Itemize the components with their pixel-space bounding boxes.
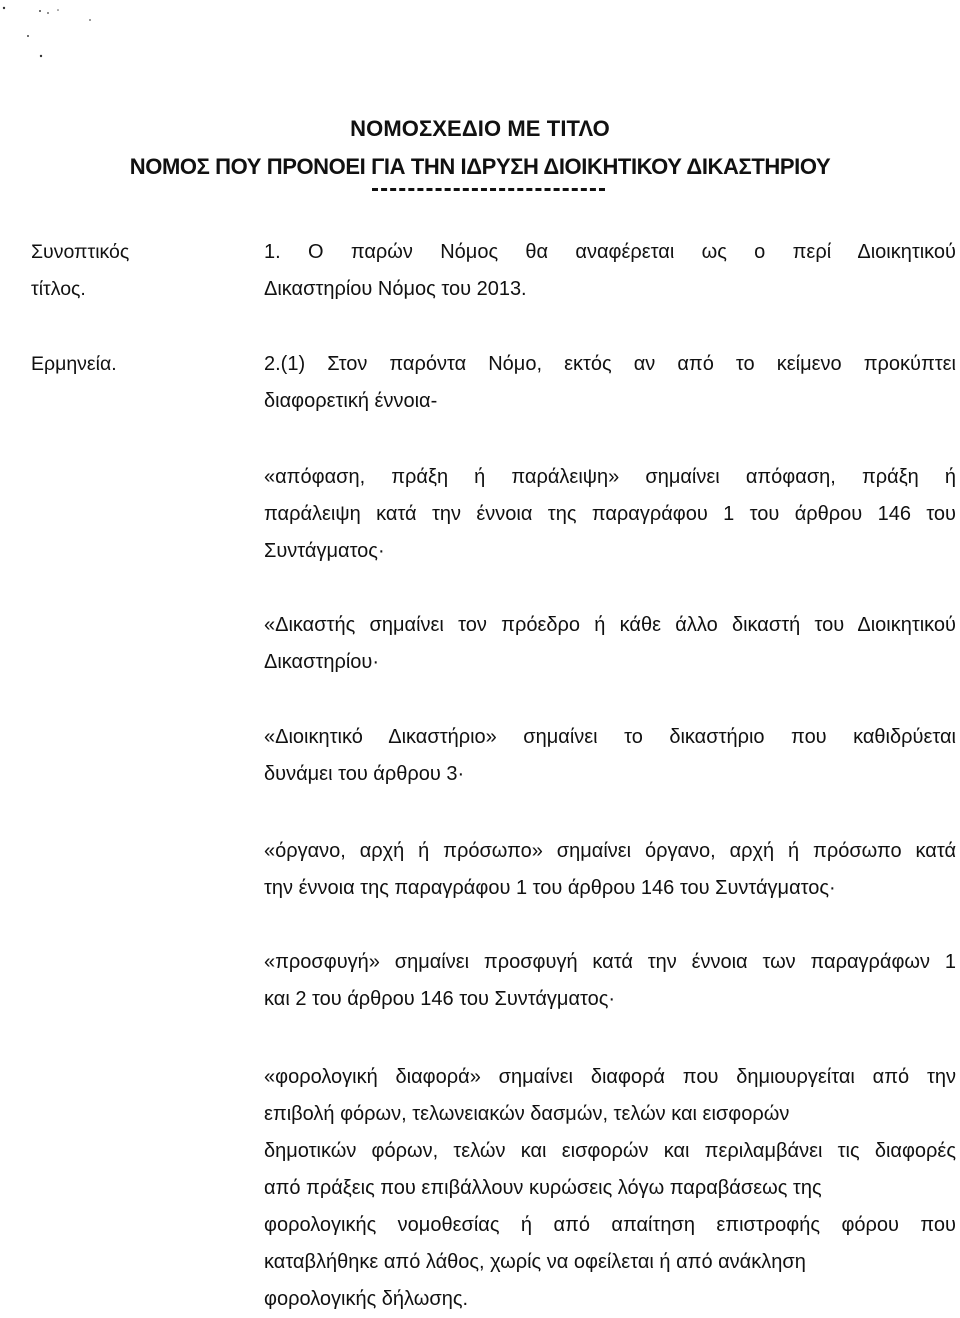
definition-recourse <box>264 944 956 1018</box>
definition-organ-authority-person <box>264 833 956 907</box>
title-divider <box>372 188 605 191</box>
definition-tax-dispute <box>264 1059 956 1318</box>
margin-note-line: Ερμηνεία. <box>31 353 117 375</box>
definition-line: «προσφυγή» σημαίνει προσφυγή κατά την έννοια των παραγράφων 1 <box>264 951 956 973</box>
definition-line: «Δικαστής σημαίνει τον πρόεδρο ή κάθε άλλο δικαστή του Διοικητικού <box>264 614 956 636</box>
definition-line: φορολογικής νομοθεσίας ή από απαίτηση επιστροφής φόρου που <box>264 1214 956 1236</box>
definition-line: Δικαστηρίου· <box>264 651 380 673</box>
document-title <box>0 110 960 191</box>
definition-line: επιβολή φόρων, τελωνειακών δασμών, τελών και εισφορών <box>264 1103 790 1125</box>
title-line-1: ΝΟΜΟΣΧΕΔΙΟ ΜΕ ΤΙΤΛΟ <box>350 116 610 141</box>
section-2 <box>264 346 956 420</box>
margin-note-line: Συνοπτικός <box>31 241 130 263</box>
section-1-line: Δικαστηρίου Νόμος του 2013. <box>264 278 527 300</box>
definition-line: Συντάγματος· <box>264 540 385 562</box>
definition-line: την έννοια της παραγράφου 1 του άρθρου 146 του Συντάγματος· <box>264 877 836 899</box>
definition-line: «Διοικητικό Δικαστήριο» σημαίνει το δικαστήριο που καθιδρύεται <box>264 726 956 748</box>
definition-line: καταβλήθηκε από λάθος, χωρίς να οφείλεται ή από ανάκληση <box>264 1251 806 1273</box>
section-2-line: διαφορετική έννοια- <box>264 390 438 412</box>
definition-line: και 2 του άρθρου 146 του Συντάγματος· <box>264 988 616 1010</box>
scan-specks <box>0 0 120 70</box>
definition-decision-act-omission <box>264 459 956 570</box>
definition-administrative-court <box>264 719 956 793</box>
section-1 <box>264 234 956 308</box>
definition-line: δυνάμει του άρθρου 3· <box>264 763 465 785</box>
definition-line: δημοτικών φόρων, τελών και εισφορών και περιλαμβάνει τις διαφορές <box>264 1140 956 1162</box>
section-2-line: 2.(1) Στον παρόντα Νόμο, εκτός αν από το κείμενο προκύπτει <box>264 353 956 375</box>
definition-judge <box>264 607 956 681</box>
definition-line: από πράξεις που επιβάλλουν κυρώσεις λόγω παραβάσεως της <box>264 1177 822 1199</box>
margin-note-interpretation <box>31 346 117 383</box>
section-1-line: 1. Ο παρών Νόμος θα αναφέρεται ως ο περί Διοικητικού <box>264 241 956 263</box>
margin-note-short-title <box>31 234 129 308</box>
definition-line: «απόφαση, πράξη ή παράλειψη» σημαίνει απόφαση, πράξη ή <box>264 466 956 488</box>
definition-line: «φορολογική διαφορά» σημαίνει διαφορά που δημιουργείται από την <box>264 1066 956 1088</box>
definition-line: φορολογικής δήλωσης. <box>264 1288 469 1310</box>
title-line-2: ΝΟΜΟΣ ΠΟΥ ΠΡΟΝΟΕΙ ΓΙΑ ΤΗΝ ΙΔΡΥΣΗ ΔΙΟΙΚΗΤΙΚΟΥ ΔΙΚΑΣΤΗΡΙΟΥ <box>129 154 831 179</box>
definition-line: «όργανο, αρχή ή πρόσωπο» σημαίνει όργανο, αρχή ή πρόσωπο κατά <box>264 840 956 862</box>
margin-note-line: τίτλος. <box>31 278 86 300</box>
definition-line: παράλειψη κατά την έννοια της παραγράφου 1 του άρθρου 146 του <box>264 503 956 525</box>
